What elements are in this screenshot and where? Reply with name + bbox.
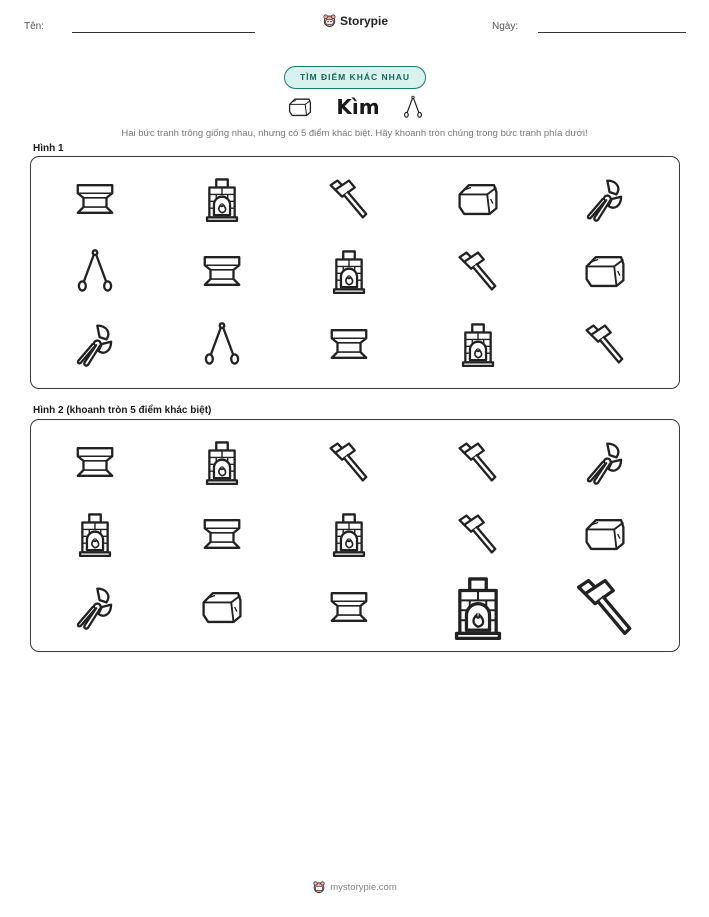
picture2-cell[interactable] <box>455 439 501 485</box>
picture1-panel <box>30 156 680 389</box>
picture2-cell[interactable] <box>72 511 118 557</box>
tongs-icon <box>401 91 425 123</box>
picture2-cell[interactable] <box>199 439 245 485</box>
metal-ingot-icon <box>199 584 245 630</box>
picture1-cell[interactable] <box>582 176 628 222</box>
footer <box>0 880 709 894</box>
tongs-icon <box>72 248 118 294</box>
picture1-cell[interactable] <box>326 321 372 367</box>
picture1-cell[interactable] <box>199 321 245 367</box>
hammer-icon <box>572 574 638 640</box>
picture1-cell[interactable] <box>72 248 118 294</box>
picture1-cell[interactable] <box>199 248 245 294</box>
brand-logo <box>322 13 388 28</box>
picture2-cell[interactable] <box>199 584 245 630</box>
picture2-cell[interactable] <box>326 439 372 485</box>
instructions-text: Hai bức tranh trông giống nhau, nhưng có 5 điểm khác biệt. Hãy khoanh tròn chúng trong bức tranh phía dưới! <box>121 128 588 139</box>
picture1-cell[interactable] <box>582 248 628 294</box>
name-line[interactable] <box>72 32 255 33</box>
picture1-cell[interactable] <box>72 176 118 222</box>
hammer-icon <box>326 176 372 222</box>
picture1-cell[interactable] <box>326 248 372 294</box>
date-label: Ngày: <box>492 21 519 32</box>
pliers-icon <box>582 176 628 222</box>
picture2-cell[interactable] <box>326 584 372 630</box>
picture1-cell[interactable] <box>455 176 501 222</box>
picture1-cell[interactable] <box>72 321 118 367</box>
pliers-icon <box>72 321 118 367</box>
forge-icon <box>72 511 118 557</box>
picture2-cell[interactable] <box>582 439 628 485</box>
anvil-icon <box>72 439 118 485</box>
metal-ingot-icon <box>582 511 628 557</box>
picture1-cell[interactable] <box>455 321 501 367</box>
forge-icon <box>199 176 245 222</box>
forge-icon <box>326 248 372 294</box>
picture1-cell[interactable] <box>455 248 501 294</box>
name-label: Tên: <box>24 21 45 32</box>
forge-icon <box>455 321 501 367</box>
anvil-icon <box>199 511 245 557</box>
pliers-icon <box>582 439 628 485</box>
forge-icon <box>445 574 511 640</box>
picture1-cell[interactable] <box>199 176 245 222</box>
anvil-icon <box>199 248 245 294</box>
picture2-panel <box>30 419 680 652</box>
picture1-cell[interactable] <box>582 321 628 367</box>
picture2-cell[interactable] <box>582 511 628 557</box>
title-row <box>285 92 425 122</box>
picture2-cell[interactable] <box>72 584 118 630</box>
metal-ingot-icon <box>582 248 628 294</box>
storypie-mascot-icon <box>312 880 326 894</box>
hammer-icon <box>582 321 628 367</box>
anvil-icon <box>72 176 118 222</box>
hammer-icon <box>455 439 501 485</box>
picture2-cell[interactable] <box>72 439 118 485</box>
storypie-mascot-icon <box>322 13 337 28</box>
page-title: Kìm <box>336 95 380 119</box>
footer-site: mystorypie.com <box>330 881 397 893</box>
picture1-cell[interactable] <box>326 176 372 222</box>
picture2-cell[interactable] <box>326 511 372 557</box>
picture2-label: Hình 2 (khoanh tròn 5 điểm khác biệt) <box>33 405 212 416</box>
tongs-icon <box>199 321 245 367</box>
anvil-icon <box>326 584 372 630</box>
title-badge: TÌM ĐIỂM KHÁC NHAU <box>284 66 426 89</box>
date-line[interactable] <box>538 32 686 33</box>
forge-icon <box>199 439 245 485</box>
brand-name: Storypie <box>340 13 389 28</box>
picture2-cell[interactable] <box>455 511 501 557</box>
hammer-icon <box>326 439 372 485</box>
metal-ingot-icon <box>455 176 501 222</box>
hammer-icon <box>455 248 501 294</box>
picture2-cell[interactable] <box>572 574 638 640</box>
picture1-label: Hình 1 <box>33 143 64 154</box>
picture2-cell[interactable] <box>445 574 511 640</box>
forge-icon <box>326 511 372 557</box>
hammer-icon <box>455 511 501 557</box>
picture2-cell[interactable] <box>199 511 245 557</box>
pliers-icon <box>72 584 118 630</box>
anvil-icon <box>326 321 372 367</box>
metal-ingot-icon <box>285 94 315 120</box>
